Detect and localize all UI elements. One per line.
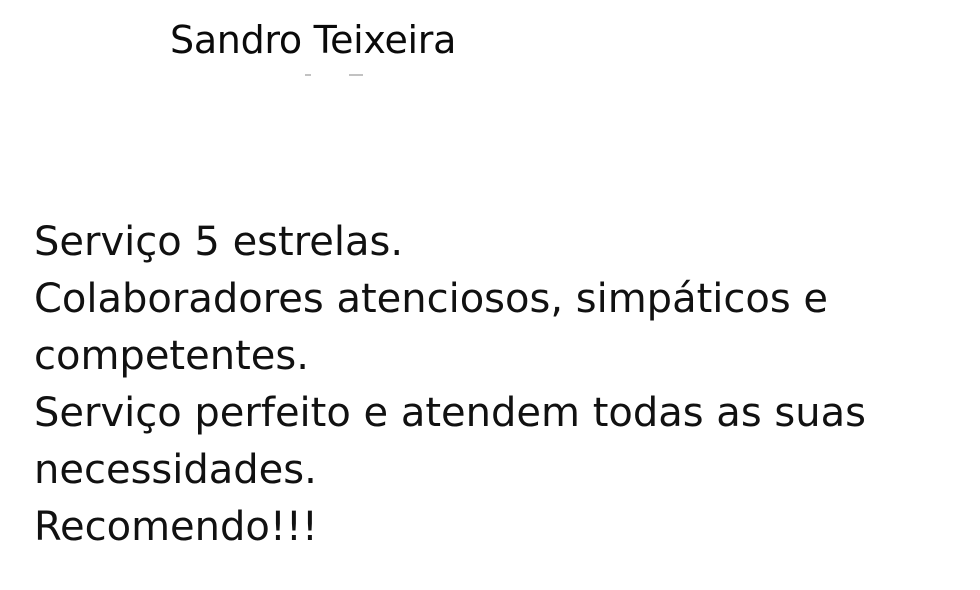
- review-line: competentes.: [34, 333, 309, 379]
- review-text: [34, 214, 934, 556]
- review-line: Serviço perfeito e atendem todas as suas: [34, 390, 866, 436]
- scan-artifact-mark: [305, 74, 311, 76]
- scan-artifact-mark: [349, 74, 363, 76]
- review-line: Recomendo!!!: [34, 504, 318, 550]
- review-line: Serviço 5 estrelas.: [34, 219, 404, 265]
- review-author-name: Sandro Teixeira: [170, 18, 457, 62]
- review-line: Colaboradores atenciosos, simpáticos e: [34, 276, 829, 322]
- review-line: necessidades.: [34, 447, 317, 493]
